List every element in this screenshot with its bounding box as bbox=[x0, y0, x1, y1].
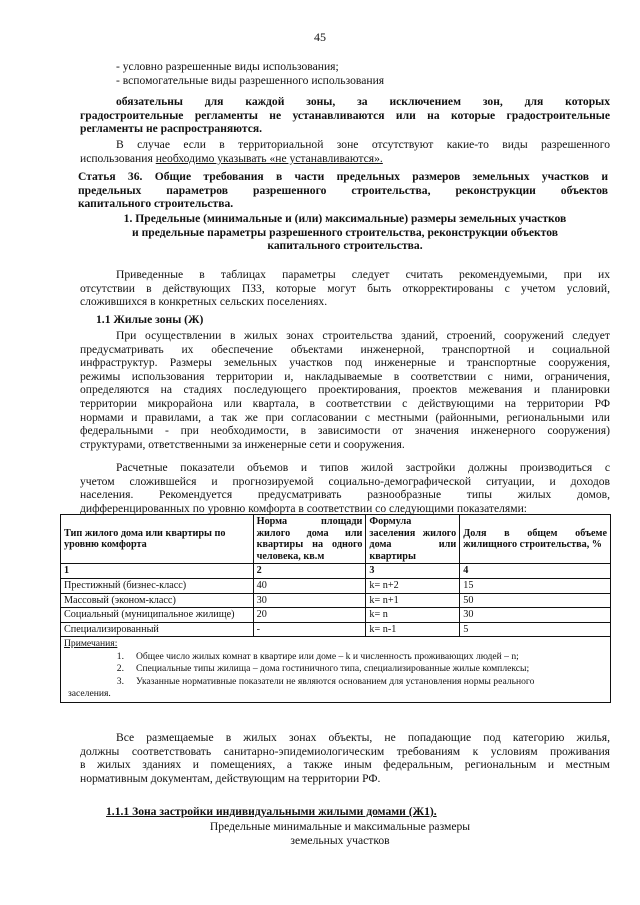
table-number-row: 1 2 3 4 bbox=[61, 564, 611, 579]
note-item: 2. Специальные типы жилища – дома гостиничного типа, специализированные жилые комплексы; bbox=[116, 663, 530, 675]
header-norm: Норма площади жилого дома или квартиры на одного человека, кв.м bbox=[253, 515, 366, 564]
bullet-conditional-uses: - условно разрешенные виды использования; bbox=[116, 60, 339, 73]
subsection-1-1-heading: 1.1 Жилые зоны (Ж) bbox=[96, 313, 204, 326]
table-row: Престижный (бизнес-класс) 40 k= n+2 15 bbox=[61, 578, 611, 593]
note-item: 1. Общее число жилых комнат в квартире или доме – k и численность проживающих людей – n; bbox=[116, 650, 519, 662]
not-set-note: необходимо указывать «не устанавливаются». bbox=[155, 151, 383, 165]
page-number: 45 bbox=[314, 30, 326, 44]
subsection-1-1-1-heading: 1.1.1 Зона застройки индивидуальными жилыми домами (Ж1). bbox=[106, 805, 437, 818]
table-row: Специализированный - k= n-1 5 bbox=[61, 622, 611, 637]
header-formula: Формула заселения жилого дома или квартиры bbox=[366, 515, 460, 564]
notes-title: Примечания: bbox=[64, 638, 118, 650]
non-residential-objects-paragraph: Все размещаемые в жилых зонах объекты, не попадающие под категорию жилья, должны соответствовать санитарно-эпидемиологическим требованиям к условиям проживания в жилых зданиях и помещениях, а также иным федеральным, региональным и местным нормативным документам, действующим на территории РФ. bbox=[80, 731, 610, 785]
section-1-heading: 1. Предельные (минимальные и (или) максимальные) размеры земельных участков и предельные параметры разрешенного строительства, реконструкции объектов капитального строительства. bbox=[123, 212, 567, 253]
table-row: Социальный (муниципальное жилище) 20 k= n 30 bbox=[61, 608, 611, 623]
permitted-uses-list bbox=[80, 60, 610, 87]
mandatory-statement: обязательны для каждой зоны, за исключением зон, для которых градостроительные регламенты не устанавливаются или на которые градостроительные регламенты не распространяются. bbox=[80, 95, 610, 136]
bullet-auxiliary-uses: - вспомогательные виды разрешенного использования bbox=[116, 73, 385, 87]
missing-uses-paragraph: В случае если в территориальной зоне отсутствуют какие-то виды разрешенного использования необходимо указывать «не устанавливаются». bbox=[80, 138, 610, 165]
header-type: Тип жилого дома или квартиры по уровню комфорта bbox=[61, 515, 254, 564]
header-share: Доля в общем объеме жилищного строительства, % bbox=[460, 515, 611, 564]
table-caption: Предельные минимальные и максимальные размеры земельных участков bbox=[209, 820, 471, 847]
table-notes-row bbox=[61, 637, 611, 703]
note-item: 3. Указанные нормативные показатели не являются основанием для установления нормы реального bbox=[116, 675, 535, 687]
table-header-row bbox=[61, 515, 611, 564]
recommended-parameters-paragraph: Приведенные в таблицах параметры следует считать рекомендуемыми, при их отсутствии в действующих ПЗЗ, которые могут быть откорректированы с учетом условий, сложившихся в конкретных сельских поселениях. bbox=[80, 268, 610, 309]
article-36-heading: Статья 36. Общие требования в части предельных размеров земельных участков и предельных параметров разрешенного строительства, реконструкции объектов капитального строительства. bbox=[78, 170, 608, 211]
table-row: Массовый (эконом-класс) 30 k= n+1 50 bbox=[61, 593, 611, 608]
note-item-continuation: заселения. bbox=[68, 688, 111, 700]
housing-comfort-table bbox=[60, 514, 611, 703]
calculation-paragraph: Расчетные показатели объемов и типов жилой застройки должны производиться с учетом сложившейся и прогнозируемой социально-демографической ситуации, и доходов населения. Рекомендуется предусматривать разнообразные типы жилых домов, дифференцированных по уровню комфорта в соответствии со следующими показателями: bbox=[80, 461, 610, 515]
residential-zones-paragraph: При осуществлении в жилых зонах строительства зданий, строений, сооружений следует предусматривать их обеспечение объектами инженерной, транспортной и социальной инфраструктур. Размеры земельных участков под инженерные и транспортные сооружения, режимы использования территории и, накладываемые в соответствии с ними, ограничения, определяются на стадиях последующего проектирования, проектов межевания и планировки территории микрорайона или квартала, в соответствии с действующими на территории РФ нормами и правилами, а так же при согласовании с местными (районными, региональными или федеральными - при необходимости, в зависимости от значения инженерного сооружения) структурами, ответственными за инженерные сети и сооружения. bbox=[80, 329, 610, 451]
